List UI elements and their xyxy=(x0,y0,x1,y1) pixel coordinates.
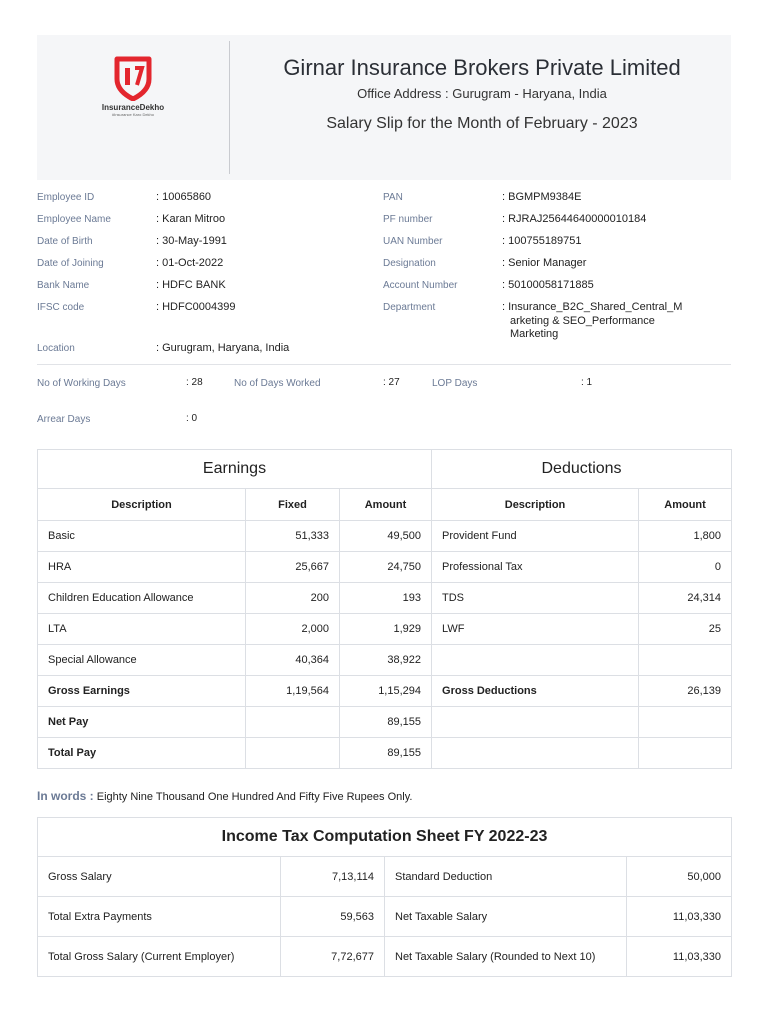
salary-slip-header xyxy=(37,35,731,180)
total-pay-fixed xyxy=(246,738,340,769)
company-logo xyxy=(97,55,169,145)
location-label: Location xyxy=(37,343,75,354)
earning-amount: 1,929 xyxy=(340,614,432,645)
deduction-description: Provident Fund xyxy=(432,521,639,552)
gross-deductions-label: Gross Deductions xyxy=(432,676,639,707)
deduction-amount: 0 xyxy=(639,552,732,583)
department-value: : Insurance_B2C_Shared_Central_M xyxy=(502,301,683,313)
earning-fixed: 200 xyxy=(246,583,340,614)
table-row xyxy=(38,645,732,676)
earning-fixed: 40,364 xyxy=(246,645,340,676)
lop-days-value: : 1 xyxy=(581,377,593,388)
working-days-value: : 28 xyxy=(186,377,203,388)
divider xyxy=(37,364,731,365)
account-number-value: : 50100058171885 xyxy=(502,279,594,291)
earning-fixed: 25,667 xyxy=(246,552,340,583)
earning-amount: 38,922 xyxy=(340,645,432,676)
doj-value: : 01-Oct-2022 xyxy=(156,257,224,269)
dob-value: : 30-May-1991 xyxy=(156,235,227,247)
earnings-deductions-table xyxy=(37,449,732,769)
net-pay-amount: 89,155 xyxy=(340,707,432,738)
pf-number-label: PF number xyxy=(383,214,433,225)
bank-name-value: : HDFC BANK xyxy=(156,279,226,291)
table-row xyxy=(38,857,732,897)
days-worked-value: : 27 xyxy=(383,377,400,388)
in-words-label: In words : xyxy=(37,789,94,803)
employee-name-label: Employee Name xyxy=(37,214,111,225)
deductions-description-header: Description xyxy=(432,489,639,521)
account-number-label: Account Number xyxy=(383,280,458,291)
deduction-description: Professional Tax xyxy=(432,552,639,583)
deduction-amount: 24,314 xyxy=(639,583,732,614)
income-tax-title: Income Tax Computation Sheet FY 2022-23 xyxy=(38,818,732,857)
table-row xyxy=(38,552,732,583)
office-address: Office Address : Gurugram - Haryana, India xyxy=(357,86,607,101)
lop-days-label: LOP Days xyxy=(432,378,478,389)
gross-deductions-amount: 26,139 xyxy=(639,676,732,707)
pf-number-value: : RJRAJ25644640000010184 xyxy=(502,213,647,225)
empty-cell xyxy=(639,738,732,769)
days-worked-label: No of Days Worked xyxy=(234,378,321,389)
tax-right-value: 50,000 xyxy=(627,857,732,897)
insurancedekho-logo-icon xyxy=(111,55,155,101)
earnings-description-header: Description xyxy=(38,489,246,521)
ifsc-value: : HDFC0004399 xyxy=(156,301,236,313)
deduction-description: LWF xyxy=(432,614,639,645)
location-value: : Gurugram, Haryana, India xyxy=(156,342,290,354)
earnings-fixed-header: Fixed xyxy=(246,489,340,521)
tax-left-label: Total Gross Salary (Current Employer) xyxy=(38,937,281,977)
deductions-amount-header: Amount xyxy=(639,489,732,521)
earning-description: Special Allowance xyxy=(38,645,246,676)
deduction-amount xyxy=(639,645,732,676)
deductions-title: Deductions xyxy=(432,450,732,489)
deduction-amount: 1,800 xyxy=(639,521,732,552)
deduction-amount: 25 xyxy=(639,614,732,645)
table-row xyxy=(38,521,732,552)
logo-wordmark: InsuranceDekho xyxy=(101,103,165,112)
bank-name-label: Bank Name xyxy=(37,280,90,291)
in-words-text: Eighty Nine Thousand One Hundred And Fifty Five Rupees Only. xyxy=(96,791,413,803)
gross-earnings-fixed: 1,19,564 xyxy=(246,676,340,707)
tax-right-label: Net Taxable Salary xyxy=(385,897,627,937)
pan-value: : BGMPM9384E xyxy=(502,191,582,203)
empty-cell xyxy=(639,707,732,738)
gross-row xyxy=(38,676,732,707)
ifsc-label: IFSC code xyxy=(37,302,85,313)
tax-left-value: 7,72,677 xyxy=(281,937,385,977)
earnings-amount-header: Amount xyxy=(340,489,432,521)
arrear-days-value: : 0 xyxy=(186,413,198,424)
deduction-description xyxy=(432,645,639,676)
table-row xyxy=(38,937,732,977)
arrear-days-label: Arrear Days xyxy=(37,414,91,425)
designation-label: Designation xyxy=(383,258,436,269)
company-name: Girnar Insurance Brokers Private Limited xyxy=(283,55,681,80)
working-days-label: No of Working Days xyxy=(37,378,126,389)
gross-earnings-label: Gross Earnings xyxy=(38,676,246,707)
earning-description: LTA xyxy=(38,614,246,645)
total-pay-label: Total Pay xyxy=(38,738,246,769)
tax-left-label: Gross Salary xyxy=(38,857,281,897)
earning-amount: 193 xyxy=(340,583,432,614)
table-row xyxy=(38,897,732,937)
tax-left-value: 59,563 xyxy=(281,897,385,937)
tax-right-value: 11,03,330 xyxy=(627,937,732,977)
earning-amount: 49,500 xyxy=(340,521,432,552)
earning-fixed: 2,000 xyxy=(246,614,340,645)
tax-right-label: Net Taxable Salary (Rounded to Next 10) xyxy=(385,937,627,977)
department-value-line2: arketing & SEO_Performance xyxy=(510,315,655,327)
earning-fixed: 51,333 xyxy=(246,521,340,552)
dob-label: Date of Birth xyxy=(37,236,93,247)
logo-tagline: #Insurance Karo Dekho xyxy=(111,112,155,117)
earnings-title: Earnings xyxy=(38,450,432,489)
header-divider xyxy=(229,41,230,174)
employee-id-label: Employee ID xyxy=(37,192,95,203)
employee-name-value: : Karan Mitroo xyxy=(156,213,226,225)
table-row xyxy=(38,614,732,645)
department-label: Department xyxy=(383,302,436,313)
total-pay-amount: 89,155 xyxy=(340,738,432,769)
amount-in-words xyxy=(37,789,412,803)
tax-right-value: 11,03,330 xyxy=(627,897,732,937)
net-pay-fixed xyxy=(246,707,340,738)
employee-id-value: : 10065860 xyxy=(156,191,212,203)
tax-left-value: 7,13,114 xyxy=(281,857,385,897)
table-row xyxy=(38,583,732,614)
gross-earnings-amount: 1,15,294 xyxy=(340,676,432,707)
earning-amount: 24,750 xyxy=(340,552,432,583)
empty-cell xyxy=(432,707,639,738)
pan-label: PAN xyxy=(383,192,403,203)
total-pay-row xyxy=(38,738,732,769)
empty-cell xyxy=(432,738,639,769)
tax-left-label: Total Extra Payments xyxy=(38,897,281,937)
salary-slip-title: Salary Slip for the Month of February - 2023 xyxy=(326,115,638,132)
deduction-description: TDS xyxy=(432,583,639,614)
income-tax-table xyxy=(37,817,732,977)
earning-description: Children Education Allowance xyxy=(38,583,246,614)
net-pay-row xyxy=(38,707,732,738)
department-value-line3: Marketing xyxy=(510,328,559,340)
designation-value: : Senior Manager xyxy=(502,257,587,269)
uan-value: : 100755189751 xyxy=(502,235,582,247)
doj-label: Date of Joining xyxy=(37,258,104,269)
net-pay-label: Net Pay xyxy=(38,707,246,738)
earning-description: Basic xyxy=(38,521,246,552)
earning-description: HRA xyxy=(38,552,246,583)
tax-right-label: Standard Deduction xyxy=(385,857,627,897)
uan-label: UAN Number xyxy=(383,236,443,247)
